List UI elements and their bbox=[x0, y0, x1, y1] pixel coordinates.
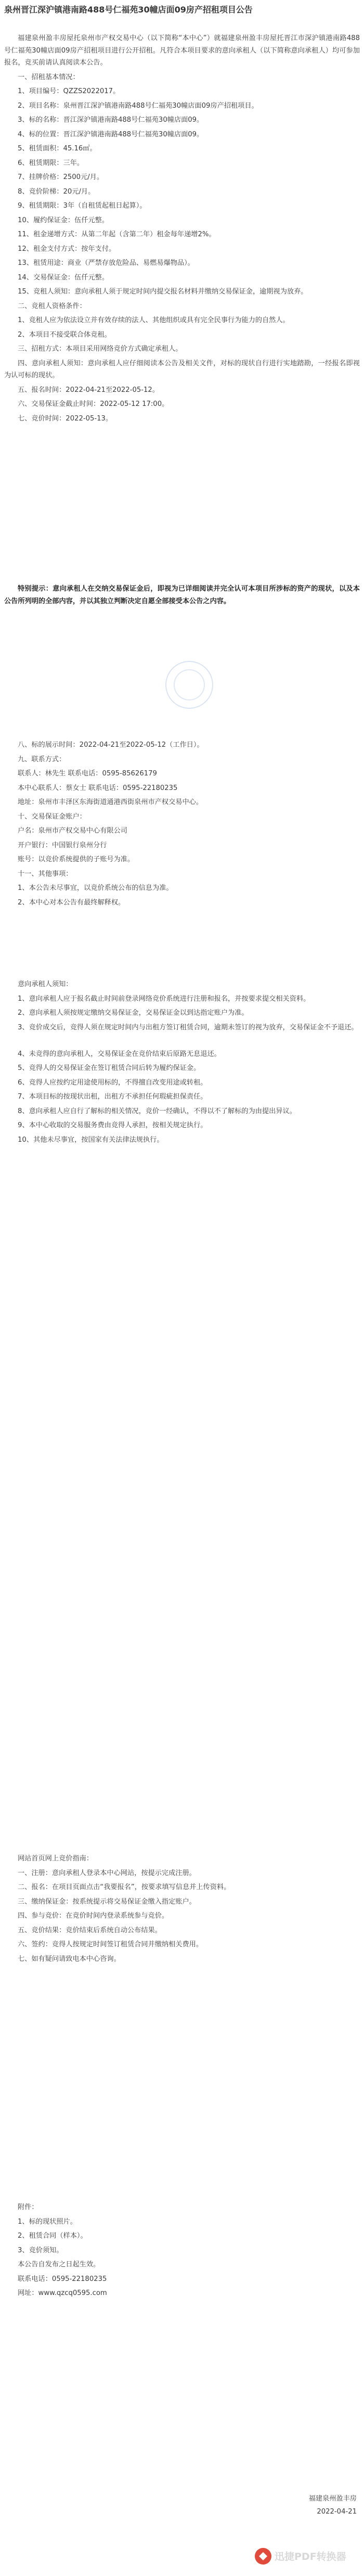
paragraph: 5、竞得人的交易保证金在签订租赁合同后转为履约保证金。 bbox=[18, 1064, 201, 1072]
paragraph: 9、本中心收取的交易服务费由竞得人承担，按相关规定执行。 bbox=[18, 1121, 207, 1129]
paragraph: 4、标的位置：晋江深沪镇港南路488号仁福苑30幢店面09。 bbox=[18, 130, 204, 138]
paragraph: 联系电话：0595-22180235 bbox=[18, 2275, 107, 2283]
paragraph: 福建泉州盈丰房屋托泉州市产权交易中心（以下简称“本中心”）就福建泉州盈丰房屋托晋江市深沪镇港南路488号仁福苑30幢店面09房产招租项目进行公开招租。凡符合本项目要求的意向承租人（以下简称意向承租人）均可参加报名，竞买前请认真阅读本公告。 bbox=[4, 34, 360, 67]
paragraph: 9、租赁期限：3年（自租赁起租日起算）。 bbox=[18, 202, 147, 210]
paragraph: 2、项目名称：泉州晋江深沪镇港南路488号仁福苑30幢店面09房产招租项目。 bbox=[18, 101, 258, 110]
paragraph: 1、本公告未尽事宜，以竞价系统公布的信息为准。 bbox=[18, 884, 173, 892]
paragraph: 4、未竞得的意向承租人，交易保证金在竞价结束后原路无息退还。 bbox=[18, 1050, 221, 1058]
signature-date: 2022-04-21 bbox=[317, 2508, 357, 2516]
paragraph: 十、交易保证金账户： bbox=[18, 812, 86, 821]
paragraph: 15、竞租人须知：意向承租人须于规定时间内提交报名材料并缴纳交易保证金，逾期视为放弃。 bbox=[18, 288, 308, 296]
paragraph: 1、意向承租人应于报名截止时间前登录网络竞价系统进行注册和报名，并按要求提交相关资料。 bbox=[18, 994, 310, 1003]
paragraph: 二、报名：在项目页面点击“我要报名”，按要求填写信息并上传资料。 bbox=[18, 1883, 231, 1891]
document-title: 泉州晋江深沪镇港南路488号仁福苑30幢店面09房产招租项目公告 bbox=[4, 5, 253, 15]
paragraph: 8、竞价阶梯：20元/月。 bbox=[18, 187, 95, 196]
signature-org: 福建泉州盈丰房 bbox=[308, 2495, 357, 2503]
paragraph: 七、如有疑问请致电本中心咨询。 bbox=[18, 1955, 121, 1963]
paragraph: 六、交易保证金截止时间：2022-05-12 17:00。 bbox=[18, 400, 169, 408]
paragraph: 14、交易保证金：伍仟元整。 bbox=[18, 273, 109, 282]
paragraph: 八、标的展示时间：2022-04-21至2022-05-12（工作日）。 bbox=[18, 741, 204, 749]
paragraph: 5、租赁面积：45.16㎡。 bbox=[18, 145, 97, 152]
paragraph: 3、竞价成交后，竞得人须在规定时间内与出租方签订租赁合同，逾期未签订的视为放弃，交易保证金不予退还。 bbox=[18, 1023, 358, 1031]
paragraph: 三、缴纳保证金：按系统提示将交易保证金缴入指定账户。 bbox=[18, 1897, 196, 1906]
paragraph: 开户银行：中国银行泉州分行 bbox=[18, 841, 107, 849]
paragraph: 10、履约保证金：伍仟元整。 bbox=[18, 216, 109, 224]
paragraph: 一、注册：意向承租人登录本中心网站，按提示完成注册。 bbox=[18, 1869, 196, 1877]
paragraph: 2、租赁合同（样本）。 bbox=[18, 2232, 87, 2240]
seal-inner-ring bbox=[174, 669, 205, 700]
paragraph: 1、竞租人应为依法设立并有效存续的法人、其他组织或具有完全民事行为能力的自然人。 bbox=[18, 316, 290, 324]
paragraph: 二、竞租人资格条件： bbox=[18, 302, 86, 310]
paragraph: 五、竞价结果：竞价结束后系统自动公布结果。 bbox=[18, 1926, 162, 1934]
paragraph: 联系人：林先生 联系电话：0595-85626179 bbox=[18, 770, 157, 777]
paragraph: 三、招租方式：本项目采用网络竞价方式确定承租人。 bbox=[18, 345, 183, 353]
paragraph: 6、租赁期限：三年。 bbox=[18, 159, 84, 167]
paragraph: 五、报名时间：2022-04-21至2022-05-12。 bbox=[18, 386, 159, 394]
paragraph: 2、意向承租人须按规定缴纳交易保证金，交易保证金以到达指定账户为准。 bbox=[18, 1009, 249, 1017]
paragraph: 网站首页网上竞价指南： bbox=[18, 1855, 94, 1863]
paragraph: 十一、其他事项： bbox=[18, 870, 73, 878]
paragraph: 七、竞价时间：2022-05-13。 bbox=[18, 414, 113, 423]
paragraph: 地址：泉州市丰泽区东海街道通港西街泉州市产权交易中心。 bbox=[18, 798, 203, 806]
paragraph: 10、其他未尽事宜，按国家有关法律法规执行。 bbox=[18, 1136, 164, 1144]
paragraph: 本中心联系人：蔡女士 联系电话：0595-22180235 bbox=[18, 784, 178, 792]
paragraph: 网址：www.qzcq0595.com bbox=[18, 2289, 107, 2297]
highlight-notice: 特别提示：意向承租人在交纳交易保证金后，即视为已详细阅读并完全认可本项目所涉标的资产的现状，以及本公告所列明的全部内容，并以其独立判断决定自愿全部接受本公告之内容。 bbox=[4, 585, 360, 605]
paragraph: 本公告自发布之日起生效。 bbox=[18, 2261, 100, 2268]
paragraph: 户名：泉州市产权交易中心有限公司 bbox=[18, 827, 127, 835]
paragraph: 2、本中心对本公告有最终解释权。 bbox=[18, 898, 125, 907]
watermark-logo bbox=[252, 2544, 361, 2569]
paragraph: 四、参与竞价：在竞价时间内登录系统参与竞价。 bbox=[18, 1912, 169, 1920]
paragraph: 2、本项目不接受联合体竞租。 bbox=[18, 330, 111, 339]
paragraph: 一、招租基本情况： bbox=[18, 73, 80, 81]
paragraph: 附件： bbox=[18, 2203, 38, 2211]
paragraph: 13、租赁用途：商业（严禁存放危险品、易燃易爆物品）。 bbox=[18, 259, 194, 267]
paragraph: 3、标的名称：晋江深沪镇港南路488号仁福苑30幢店面09。 bbox=[18, 116, 204, 124]
seal-stamp bbox=[165, 661, 213, 709]
paragraph: 11、租金递增方式：从第二年起（含第二年）租金每年递增2%。 bbox=[18, 231, 216, 238]
paragraph: 6、竞得人应按约定用途使用标的，不得擅自改变用途或转租。 bbox=[18, 1078, 207, 1087]
paragraph: 六、签约：竞得人按规定时间签订租赁合同并缴纳相关费用。 bbox=[18, 1941, 203, 1948]
paragraph: 8、意向承租人应自行了解标的相关情况，竞价一经确认，不得以不了解标的为由提出异议。 bbox=[18, 1107, 296, 1115]
watermark-text: 迅捷PDF转换器 bbox=[275, 2551, 346, 2562]
paragraph: 12、租金支付方式：按年支付。 bbox=[18, 245, 116, 253]
paragraph: 1、标的现状照片。 bbox=[18, 2217, 77, 2226]
paragraph: 意向承租人须知： bbox=[18, 980, 73, 988]
paragraph: 3、竞价须知。 bbox=[18, 2246, 63, 2254]
paragraph: 九、联系方式： bbox=[18, 755, 66, 763]
paragraph: 账号：以竞价系统提供的子账号为准。 bbox=[18, 856, 135, 863]
paragraph: 1、项目编号：QZZS2022017。 bbox=[18, 87, 120, 95]
paragraph: 7、挂牌价格：2500元/月。 bbox=[18, 173, 104, 181]
paragraph: 7、本项目标的按现状出租，出租方不承担任何瑕疵担保责任。 bbox=[18, 1093, 207, 1101]
paragraph: 四、意向承租人须知：意向承租人应仔细阅读本公告及相关文件，对标的现状自行进行实地踏勘，一经报名即视为认可标的现状。 bbox=[4, 359, 360, 379]
